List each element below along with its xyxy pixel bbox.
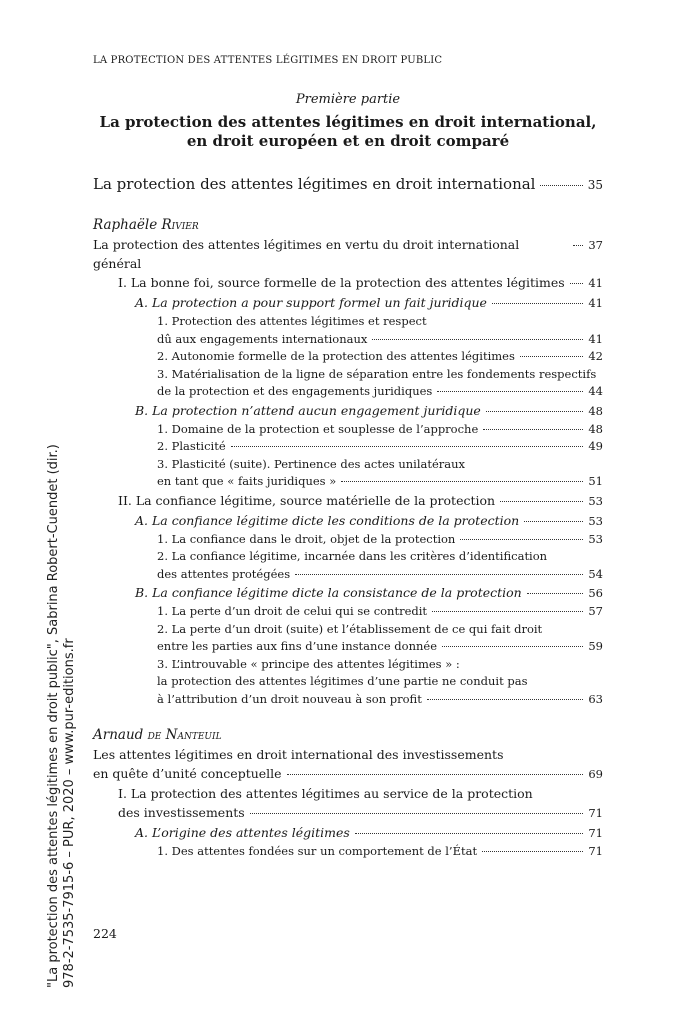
toc-entry	[93, 691, 603, 709]
toc-entry-title: 2. Plasticité	[157, 439, 226, 453]
toc-entry-title: des investissements	[118, 805, 245, 820]
toc-author	[93, 216, 603, 235]
toc-entry-title: 1. La confiance dans le droit, objet de la protection	[157, 531, 456, 546]
dot-leader	[540, 185, 582, 186]
toc-entry	[93, 438, 603, 456]
toc-gap	[93, 196, 603, 216]
toc-entry-title: des attentes protégées	[157, 566, 291, 581]
toc-page-number: 35	[587, 178, 603, 192]
copyright-sidebar	[46, 444, 78, 988]
dot-leader	[524, 521, 583, 522]
toc-page-number: 57	[588, 604, 603, 618]
part-label: Première partie	[295, 92, 401, 107]
toc-entry	[93, 173, 603, 196]
toc-entry	[93, 293, 603, 313]
dot-leader	[427, 699, 584, 700]
part-heading	[93, 92, 603, 151]
toc-page-number: 37	[588, 238, 603, 252]
toc-entry-title: 1. Des attentes fondées sur un comportement de l’État	[157, 844, 478, 858]
toc-page-number: 53	[588, 513, 603, 528]
dot-leader	[231, 446, 584, 447]
dot-leader	[250, 813, 584, 814]
toc-entry	[93, 566, 603, 584]
dot-leader	[570, 283, 584, 284]
sidebar-line-1: "La protection des attentes légitimes en droit public", Sabrina Robert-Cuendet (dir.)	[46, 444, 61, 988]
toc-entry-title: II. La confiance légitime, source matérielle de la protection	[118, 492, 496, 508]
dot-leader	[527, 593, 584, 594]
toc-entry-title: La protection des attentes légitimes en vertu du droit international général	[93, 237, 520, 271]
author-last-name: de Nanteuil	[147, 727, 222, 743]
toc-entry-lead-line: 2. La perte d’un droit (suite) et l’établissement de ce qui fait droit	[157, 621, 543, 636]
toc-entry	[93, 583, 603, 603]
toc-entry-title: B. La confiance légitime dicte la consistance de la protection	[135, 585, 522, 600]
part-title-line-2: en droit européen et en droit comparé	[186, 132, 510, 150]
sidebar-line-2: 978-2-7535-7915-6 – PUR, 2020 – www.pur-editions.fr	[62, 638, 77, 988]
toc-entry-lead-line: la protection des attentes légitimes d’une partie ne conduit pas	[157, 674, 528, 688]
toc-entry	[93, 421, 603, 439]
dot-leader	[500, 501, 583, 502]
part-title-line-1: La protection des attentes légitimes en droit international,	[99, 113, 597, 131]
dot-leader	[573, 245, 583, 246]
toc-entry-lead-line: Les attentes légitimes en droit international des investissements	[93, 747, 504, 762]
toc-entry-title: de la protection et des engagements juridiques	[157, 384, 433, 398]
dot-leader	[486, 411, 584, 412]
dot-leader	[432, 611, 583, 612]
dot-leader	[372, 339, 583, 340]
toc-page-number: 42	[588, 349, 603, 363]
page-number: 224	[93, 926, 117, 941]
toc-entry-title: I. La bonne foi, source formelle de la protection des attentes légitimes	[118, 275, 565, 290]
dot-leader	[437, 391, 583, 392]
toc-page-number: 69	[588, 767, 603, 781]
toc-entry-title: A. La protection a pour support formel un fait juridique	[135, 295, 487, 310]
toc-entry-title: A. La confiance légitime dicte les conditions de la protection	[135, 512, 520, 528]
toc-entry	[93, 843, 603, 861]
author-last-name: Rivier	[161, 217, 199, 233]
toc-entry-title: en quête d’unité conceptuelle	[93, 766, 282, 781]
toc-page-number: 56	[588, 586, 603, 600]
toc-entry	[93, 638, 603, 656]
toc-page-number: 71	[588, 806, 603, 820]
dot-leader	[520, 356, 583, 357]
toc-entry-lead-line: 3. Plasticité (suite). Pertinence des actes unilatéraux	[157, 456, 466, 471]
dot-leader	[355, 833, 584, 834]
dot-leader	[287, 774, 584, 775]
toc-entry-title: La protection des attentes légitimes en droit international	[93, 175, 536, 193]
dot-leader	[460, 539, 583, 540]
toc-entry	[93, 473, 603, 491]
toc-page-number: 53	[588, 493, 603, 508]
toc-entry-lead-line: 1. Protection des attentes légitimes et respect	[157, 314, 427, 328]
toc-entry-title: 2. Autonomie formelle de la protection des attentes légitimes	[157, 349, 515, 363]
toc-entry-title: 1. La perte d’un droit de celui qui se contredit	[157, 604, 428, 618]
toc-entry	[93, 331, 603, 349]
toc-entry-lead-line: 2. La confiance légitime, incarnée dans les critères d’identification	[157, 549, 548, 563]
toc-entry	[93, 235, 603, 273]
toc-entry	[93, 491, 603, 511]
dot-leader	[341, 481, 583, 482]
toc-page-number: 71	[588, 844, 603, 858]
toc-page-number: 41	[588, 276, 603, 290]
toc-entry	[93, 603, 603, 621]
toc-entry-title: entre les parties aux fins d’une instance donnée	[157, 639, 438, 653]
dot-leader	[492, 303, 583, 304]
toc-page-number: 44	[588, 384, 603, 398]
toc-page-number: 54	[588, 566, 603, 581]
dot-leader	[482, 851, 583, 852]
toc-entry-title: 1. Domaine de la protection et souplesse de l’approche	[157, 421, 479, 436]
dot-leader	[442, 646, 583, 647]
toc-entry	[93, 803, 603, 823]
toc-entry	[93, 348, 603, 366]
toc-page-number: 71	[588, 826, 603, 840]
toc-gap	[93, 708, 603, 726]
toc-page-number: 41	[588, 296, 603, 310]
toc-page-number: 63	[588, 691, 603, 706]
toc-entry	[93, 383, 603, 401]
toc-entry-lead-line: I. La protection des attentes légitimes au service de la protection	[118, 786, 533, 801]
toc-entry-title: en tant que « faits juridiques »	[157, 474, 337, 488]
table-of-contents	[93, 173, 603, 861]
toc-entry	[93, 401, 603, 421]
dot-leader	[295, 574, 583, 575]
toc-author	[93, 726, 603, 745]
author-first-name: Arnaud	[93, 727, 144, 743]
toc-entry	[93, 511, 603, 531]
toc-entry	[93, 823, 603, 843]
dot-leader	[483, 429, 583, 430]
toc-page-number: 53	[588, 531, 603, 546]
toc-page-number: 49	[588, 439, 603, 453]
toc-page-number: 48	[588, 403, 603, 418]
toc-entry-title: A. L’origine des attentes légitimes	[135, 825, 350, 840]
toc-entry-title: dû aux engagements internationaux	[157, 331, 368, 346]
toc-page-number: 59	[588, 639, 603, 653]
toc-entry-title: B. La protection n’attend aucun engagement juridique	[135, 402, 481, 418]
toc-page-number: 41	[588, 331, 603, 346]
toc-entry	[93, 764, 603, 784]
toc-entry-title: à l’attribution d’un droit nouveau à son profit	[157, 691, 422, 706]
toc-page-number: 48	[588, 421, 603, 436]
author-first-name: Raphaële	[93, 217, 158, 233]
toc-entry	[93, 273, 603, 293]
running-head: LA PROTECTION DES ATTENTES LÉGITIMES EN DROIT PUBLIC	[93, 55, 443, 66]
toc-entry	[93, 531, 603, 549]
toc-page-number: 51	[588, 474, 603, 488]
toc-entry-lead-line: 3. L’introuvable « principe des attentes légitimes » :	[157, 656, 460, 671]
toc-entry-lead-line: 3. Matérialisation de la ligne de séparation entre les fondements respectifs	[157, 366, 597, 381]
